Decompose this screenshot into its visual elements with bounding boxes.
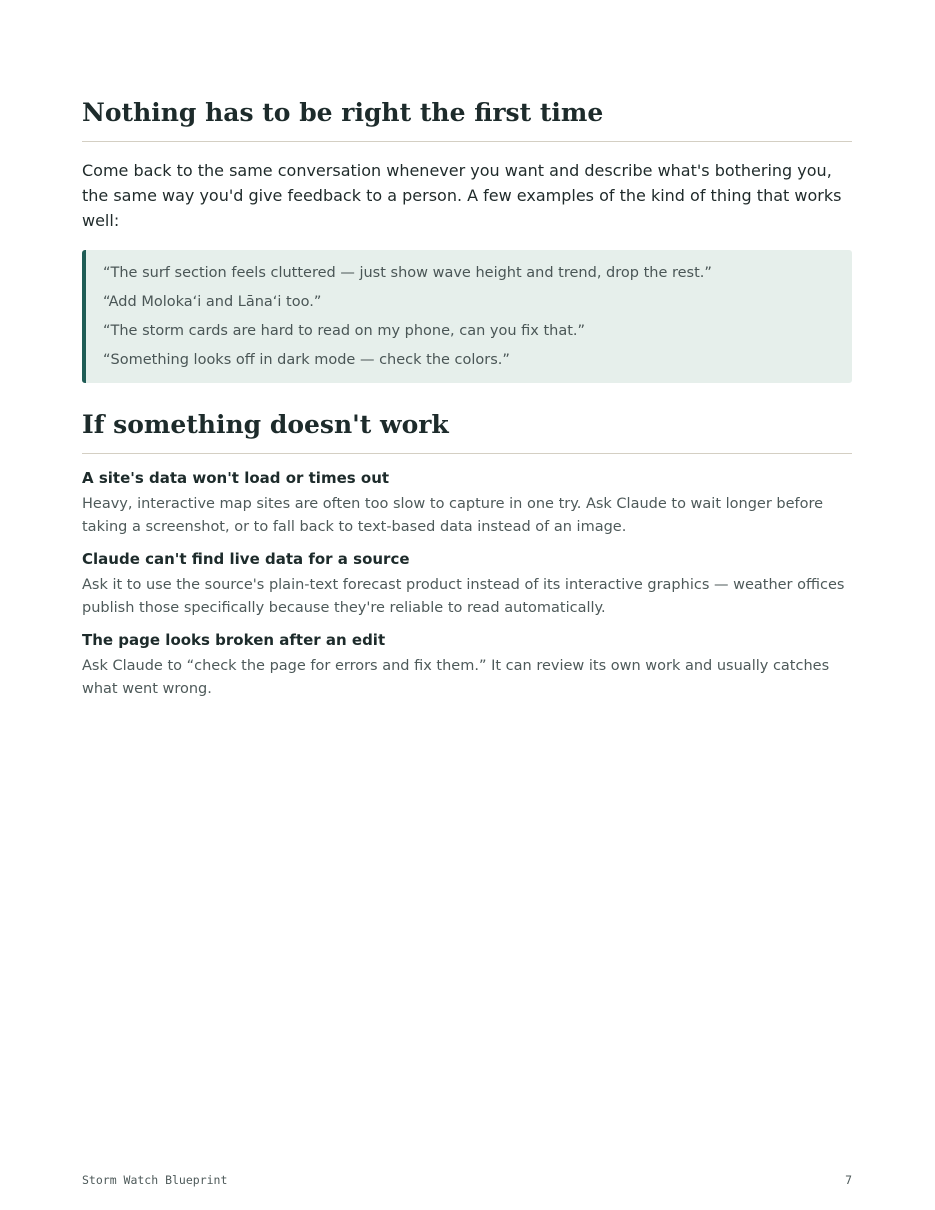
troubleshooting-item: [82, 629, 852, 700]
issue-title: Claude can't find live data for a source: [82, 550, 410, 568]
troubleshooting-item: [82, 548, 852, 619]
issue-title: A site's data won't load or times out: [82, 469, 390, 487]
example-quote: “The surf section feels cluttered — just show wave height and trend, drop the rest.”: [103, 265, 712, 281]
issue-description: Ask it to use the source's plain-text forecast product instead of its interactive graphics — weather offices publish those specifically because they're reliable to read automatically.: [82, 577, 845, 616]
section-title: If something doesn't work: [82, 410, 852, 454]
intro-paragraph: Come back to the same conversation whenever you want and describe what's bothering you, the same way you'd give feedback to a person. A few examples of the kind of thing that works well:: [82, 161, 842, 230]
troubleshooting-item: [82, 467, 852, 538]
footer-document-title: Storm Watch Blueprint: [82, 1173, 228, 1187]
footer-page-number: 7: [845, 1173, 852, 1187]
example-quote: “The storm cards are hard to read on my phone, can you fix that.”: [103, 323, 586, 339]
issue-description: Heavy, interactive map sites are often too slow to capture in one try. Ask Claude to wait longer before taking a screenshot, or to fall back to text-based data instead of an image.: [82, 496, 824, 535]
section-title: Nothing has to be right the first time: [82, 98, 852, 142]
document-page: [82, 0, 852, 700]
example-quote: “Something looks off in dark mode — check the colors.”: [103, 352, 510, 368]
issue-title: The page looks broken after an edit: [82, 631, 386, 649]
issue-description: Ask Claude to “check the page for errors and fix them.” It can review its own work and usually catches what went wrong.: [82, 658, 830, 697]
example-quote: “Add Molokaʻi and Lānaʻi too.”: [103, 294, 322, 310]
example-quotes-callout: [82, 250, 852, 383]
